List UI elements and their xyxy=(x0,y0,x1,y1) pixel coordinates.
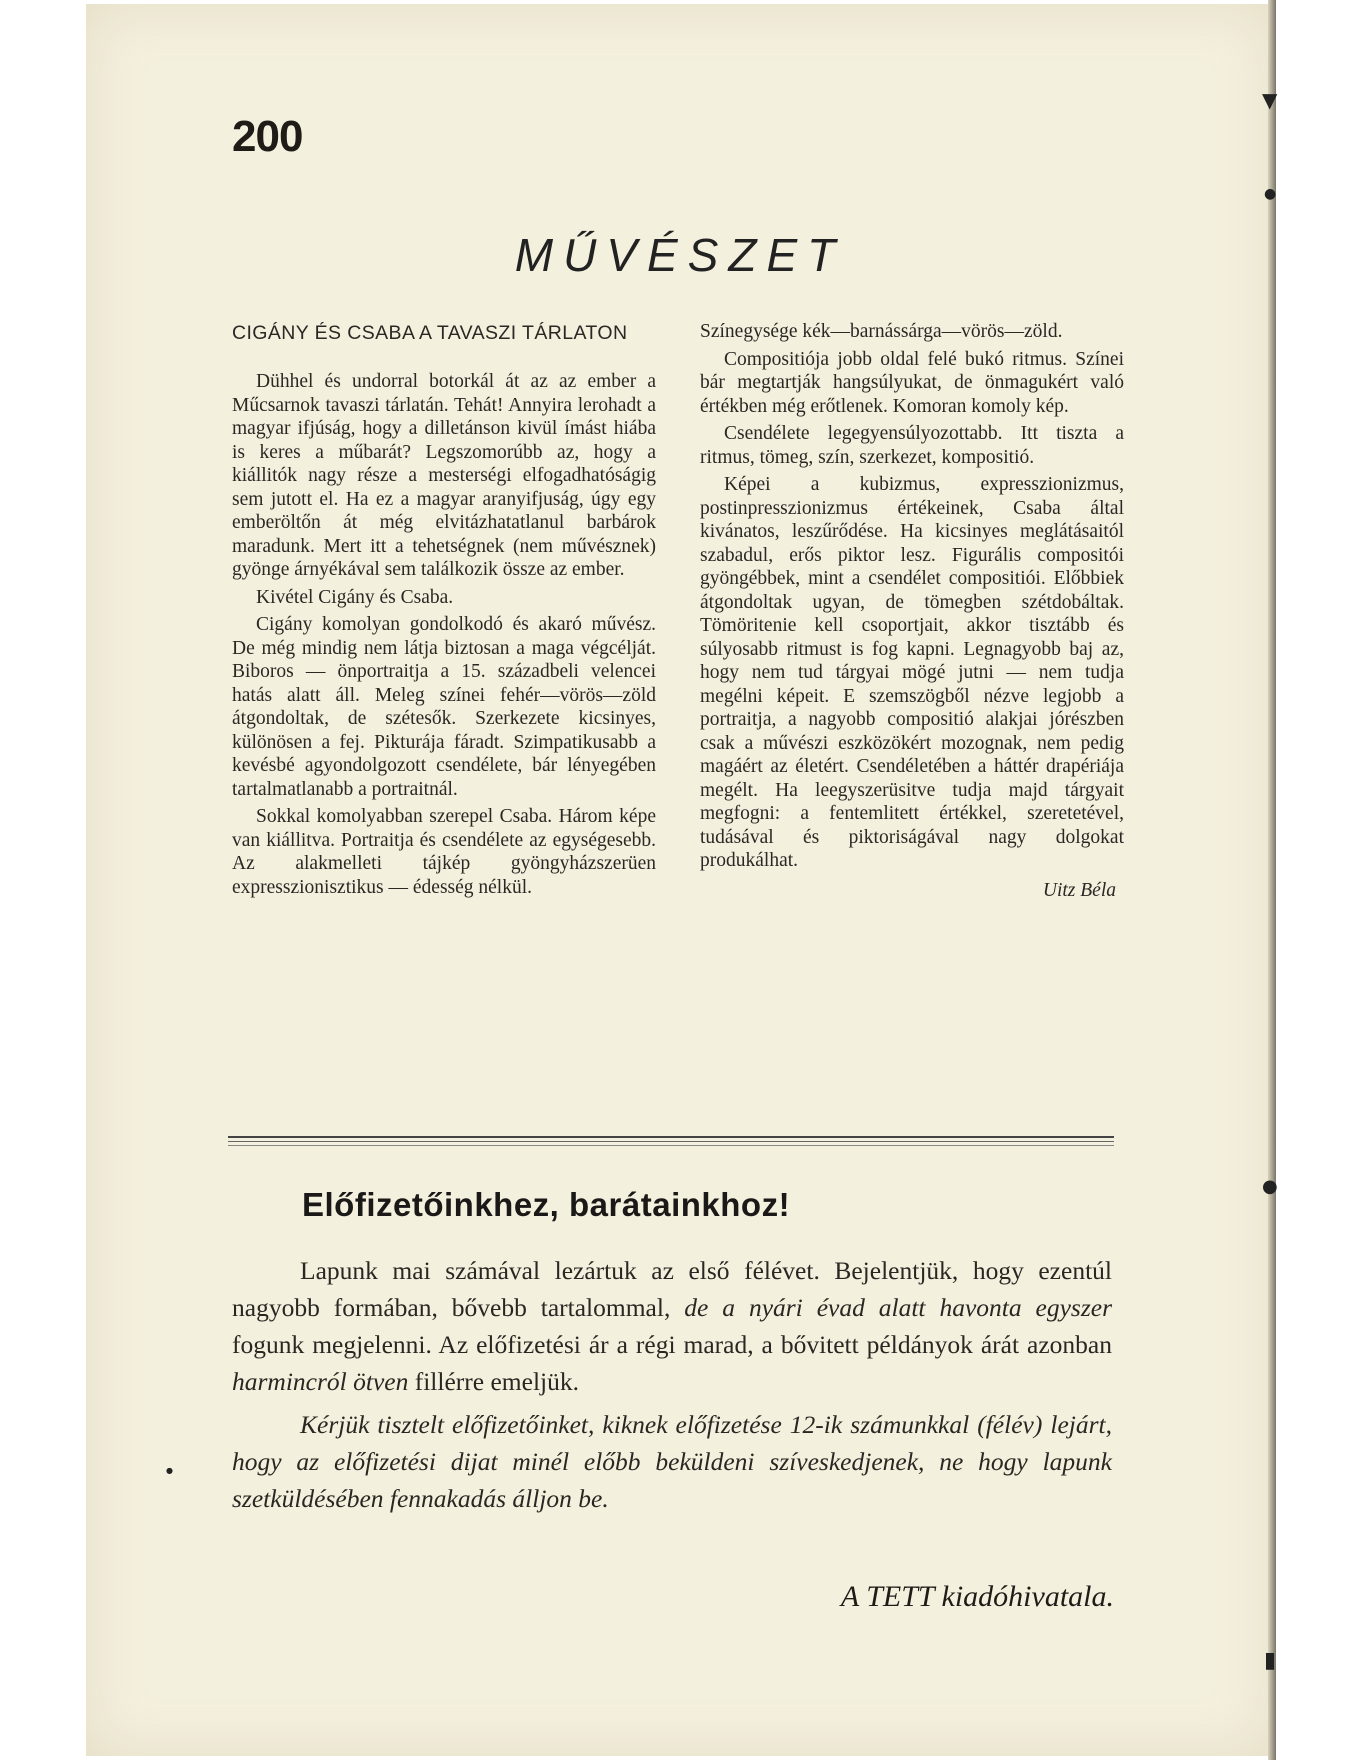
article-heading: CIGÁNY ÉS CSABA A TAVASZI TÁRLATON xyxy=(232,322,628,344)
article-paragraph: Kivétel Cigány és Csaba. xyxy=(256,586,454,608)
article-left-column xyxy=(232,320,656,899)
article-paragraph: Dühhel és undorral botorkál át az az ember a Műcsarnok tavaszi tárlatán. Tehát! Annyira lerohadt a magyar ifjúság, hogy a dilletánson kivül ímást hiába is keres a műbarát? Legszomorúbb az, hogy a kiállitók nagy része a mesterségi elfogadhatóságig sem jutott el. Ha ez a magyar aranyifjuság, úgy egy emberöltőn át még elvitázhatatlanul barbárok maradunk. Mert itt a tehetségnek (nem művésznek) gyönge árnyékával sem találkozik össze az ember. xyxy=(232,371,656,580)
notice-plea: Kérjük tisztelt előfizetőinket, kiknek előfizetése 12-ik számunkkal (félév) lejárt, hogy az előfizetési dijat minél előbb beküldeni szíveskedjenek, ne hogy lapunk szetküldésében fennakadás álljon be. xyxy=(232,1410,1112,1513)
margin-mark: ● xyxy=(166,1466,173,1475)
notice-text: Lapunk mai számával lezártuk az első félévet. Bejelentjük, hogy ezentúl nagyobb formában, bővebb tartalommal, xyxy=(232,1256,1112,1322)
divider-line xyxy=(228,1136,1114,1138)
section-title: MŰVÉSZET xyxy=(514,229,846,281)
section-divider xyxy=(228,1136,1114,1146)
article-right-column xyxy=(700,320,1124,902)
divider-line xyxy=(228,1145,1114,1146)
article-paragraph: Színegysége kék—barnássárga—vörös—zöld. xyxy=(700,321,1063,342)
margin-mark: ● xyxy=(1264,186,1277,202)
article-paragraph: Compositiója jobb oldal felé bukó ritmus. Színei bár megtartják hangsúlyukat, de önmagukért való értékben még erőtlenek. Komoran komoly kép. xyxy=(700,348,1124,417)
margin-mark: ▼ xyxy=(1262,88,1278,112)
publisher-signature: A TETT kiadóhivatala. xyxy=(840,1580,1114,1613)
notice-text: fogunk megjelenni. Az előfizetési ár a régi marad, a bővitett példányok árát azonban xyxy=(232,1330,1112,1359)
margin-mark: ● xyxy=(1262,1176,1278,1197)
article-signature: Uitz Béla xyxy=(1042,879,1116,901)
page-number: 200 xyxy=(232,112,303,161)
article-paragraph: Képei a kubizmus, expresszionizmus, postinpresszionizmus értékeinek, Csaba által kivánatos, leszűrődése. Ha kicsinyes meglátásaitól szabadul, erős piktor lesz. Figurális compositói gyöngébbek, mint a csendélet compositiói. Előbbiek átgondoltak ugyan, de tömegben szétdobáltak. Tömöritenie kell csoportjait, akkor tisztább és súlyosabb ritmust is fog kapni. Legnagyobb baj az, hogy nem tud tárgyai mögé jutni — nem tudja megélni képeit. E szemszögből nézve legjobb a portraitja, a nagyobb compositió alakjai jórészben csak a művészi eszközökért mozognak, nem pedig magáért az életért. Csendéletében a háttér drapériája megélt. Ha leegyszerüsitve tudja majd tárgyait megfogni: a fentemlitett értékkel, szeretetével, tudásával és piktoriságával nagy dolgokat produkálhat. xyxy=(700,474,1124,871)
notice-body xyxy=(232,1252,1112,1517)
article-paragraph: Cigány komolyan gondolkodó és akaró művész. De még mindig nem látja biztosan a maga végcélját. Biboros — önportraitja a 15. századbeli velencei hatás alatt áll. Meleg színei fehér—vörös—zöld átgondoltak, de szétesők. Szerkezete kicsinyes, különösen a fej. Pikturája fáradt. Szimpatikusabb a kevésbé agyondolgozott csendélete, bár lényegében tartalmatlanabb a portraitnál. xyxy=(232,614,656,800)
margin-mark: ▮ xyxy=(1264,1648,1277,1673)
notice-emphasis: de a nyári évad alatt havonta egyszer xyxy=(684,1293,1112,1322)
notice-paragraph xyxy=(232,1252,1112,1400)
notice-text: fillérre emeljük. xyxy=(408,1367,579,1396)
notice-title: Előfizetőinkhez, barátainkhoz! xyxy=(302,1186,791,1223)
article-paragraph: Sokkal komolyabban szerepel Csaba. Három képe van kiállitva. Portraitja és csendélete az egységesebb. Az alakmelleti tájkép gyöngyházszerüen expresszionisztikus — édesség nélkül. xyxy=(232,806,656,898)
divider-line xyxy=(228,1141,1114,1142)
notice-emphasis: harmincról ötven xyxy=(232,1367,409,1396)
article-paragraph: Csendélete legegyensúlyozottabb. Itt tiszta a ritmus, tömeg, szín, szerkezet, kompositió. xyxy=(700,423,1124,468)
